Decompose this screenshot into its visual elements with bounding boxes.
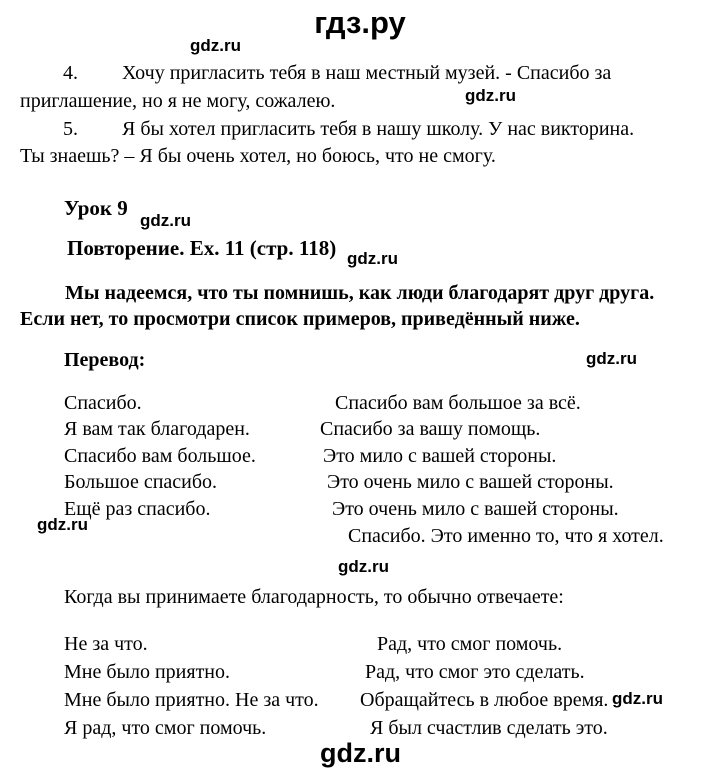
watermark: gdz.ru	[612, 689, 663, 708]
intro-line-1: Мы надеемся, что ты помнишь, как люди благодарят друг друга.	[65, 282, 655, 304]
thanks-row-left: Спасибо вам большое.	[64, 445, 256, 467]
translation-label: Перевод:	[64, 349, 146, 371]
answer-5-line-1: Я бы хотел пригласить тебя в нашу школу. У нас викторина.	[122, 118, 635, 140]
thanks-row-left: Большое спасибо.	[64, 471, 218, 493]
reply-intro: Когда вы принимаете благодарность, то обычно отвечаете:	[64, 586, 564, 608]
reply-row-right: Я был счастлив сделать это.	[370, 717, 608, 739]
reply-row-left: Мне было приятно.	[64, 661, 231, 683]
watermark: gdz.ru	[347, 249, 398, 268]
thanks-row-left: Я вам так благодарен.	[64, 418, 250, 440]
reply-row-right: Обращайтесь в любое время.	[360, 689, 609, 711]
thanks-row-right: Спасибо за вашу помощь.	[320, 418, 541, 440]
thanks-row-right: Это очень мило с вашей стороны.	[332, 498, 619, 520]
answer-4-line-2: приглашение, но я не могу, сожалею.	[20, 90, 336, 112]
thanks-row-right: Спасибо вам большое за всё.	[335, 392, 581, 414]
intro-line-2: Если нет, то просмотри список примеров, приведённый ниже.	[20, 308, 580, 330]
thanks-row-left: Спасибо.	[64, 392, 142, 414]
lesson-title: Урок 9	[64, 196, 128, 220]
watermark: gdz.ru	[140, 211, 191, 230]
watermark: gdz.ru	[338, 557, 389, 576]
watermark: gdz.ru	[190, 36, 241, 55]
thanks-row-right: Это мило с вашей стороны.	[323, 445, 557, 467]
answer-5-line-2: Ты знаешь? – Я бы очень хотел, но боюсь, что не смогу.	[20, 145, 496, 167]
watermark: gdz.ru	[37, 515, 88, 534]
watermark: gdz.ru	[320, 738, 401, 768]
page-title: гдз.ру	[314, 5, 406, 40]
answer-4-line-1: Хочу пригласить тебя в наш местный музей. - Спасибо за	[122, 62, 612, 84]
lesson-exercise-title: Повторение. Ex. 11 (стр. 118)	[67, 236, 337, 260]
reply-row-left: Мне было приятно. Не за что.	[64, 689, 319, 711]
thanks-row-right: Спасибо. Это именно то, что я хотел.	[348, 525, 664, 547]
watermark: gdz.ru	[586, 349, 637, 368]
thanks-row-left: Ещё раз спасибо.	[64, 498, 211, 520]
answer-4-number: 4.	[63, 62, 78, 84]
watermark: gdz.ru	[465, 86, 516, 105]
thanks-row-right: Это очень мило с вашей стороны.	[327, 471, 614, 493]
answer-5-number: 5.	[63, 118, 78, 140]
reply-row-right: Рад, что смог помочь.	[377, 633, 563, 655]
reply-row-left: Не за что.	[64, 633, 148, 655]
reply-row-right: Рад, что смог это сделать.	[365, 661, 585, 683]
reply-row-left: Я рад, что смог помочь.	[64, 717, 267, 739]
